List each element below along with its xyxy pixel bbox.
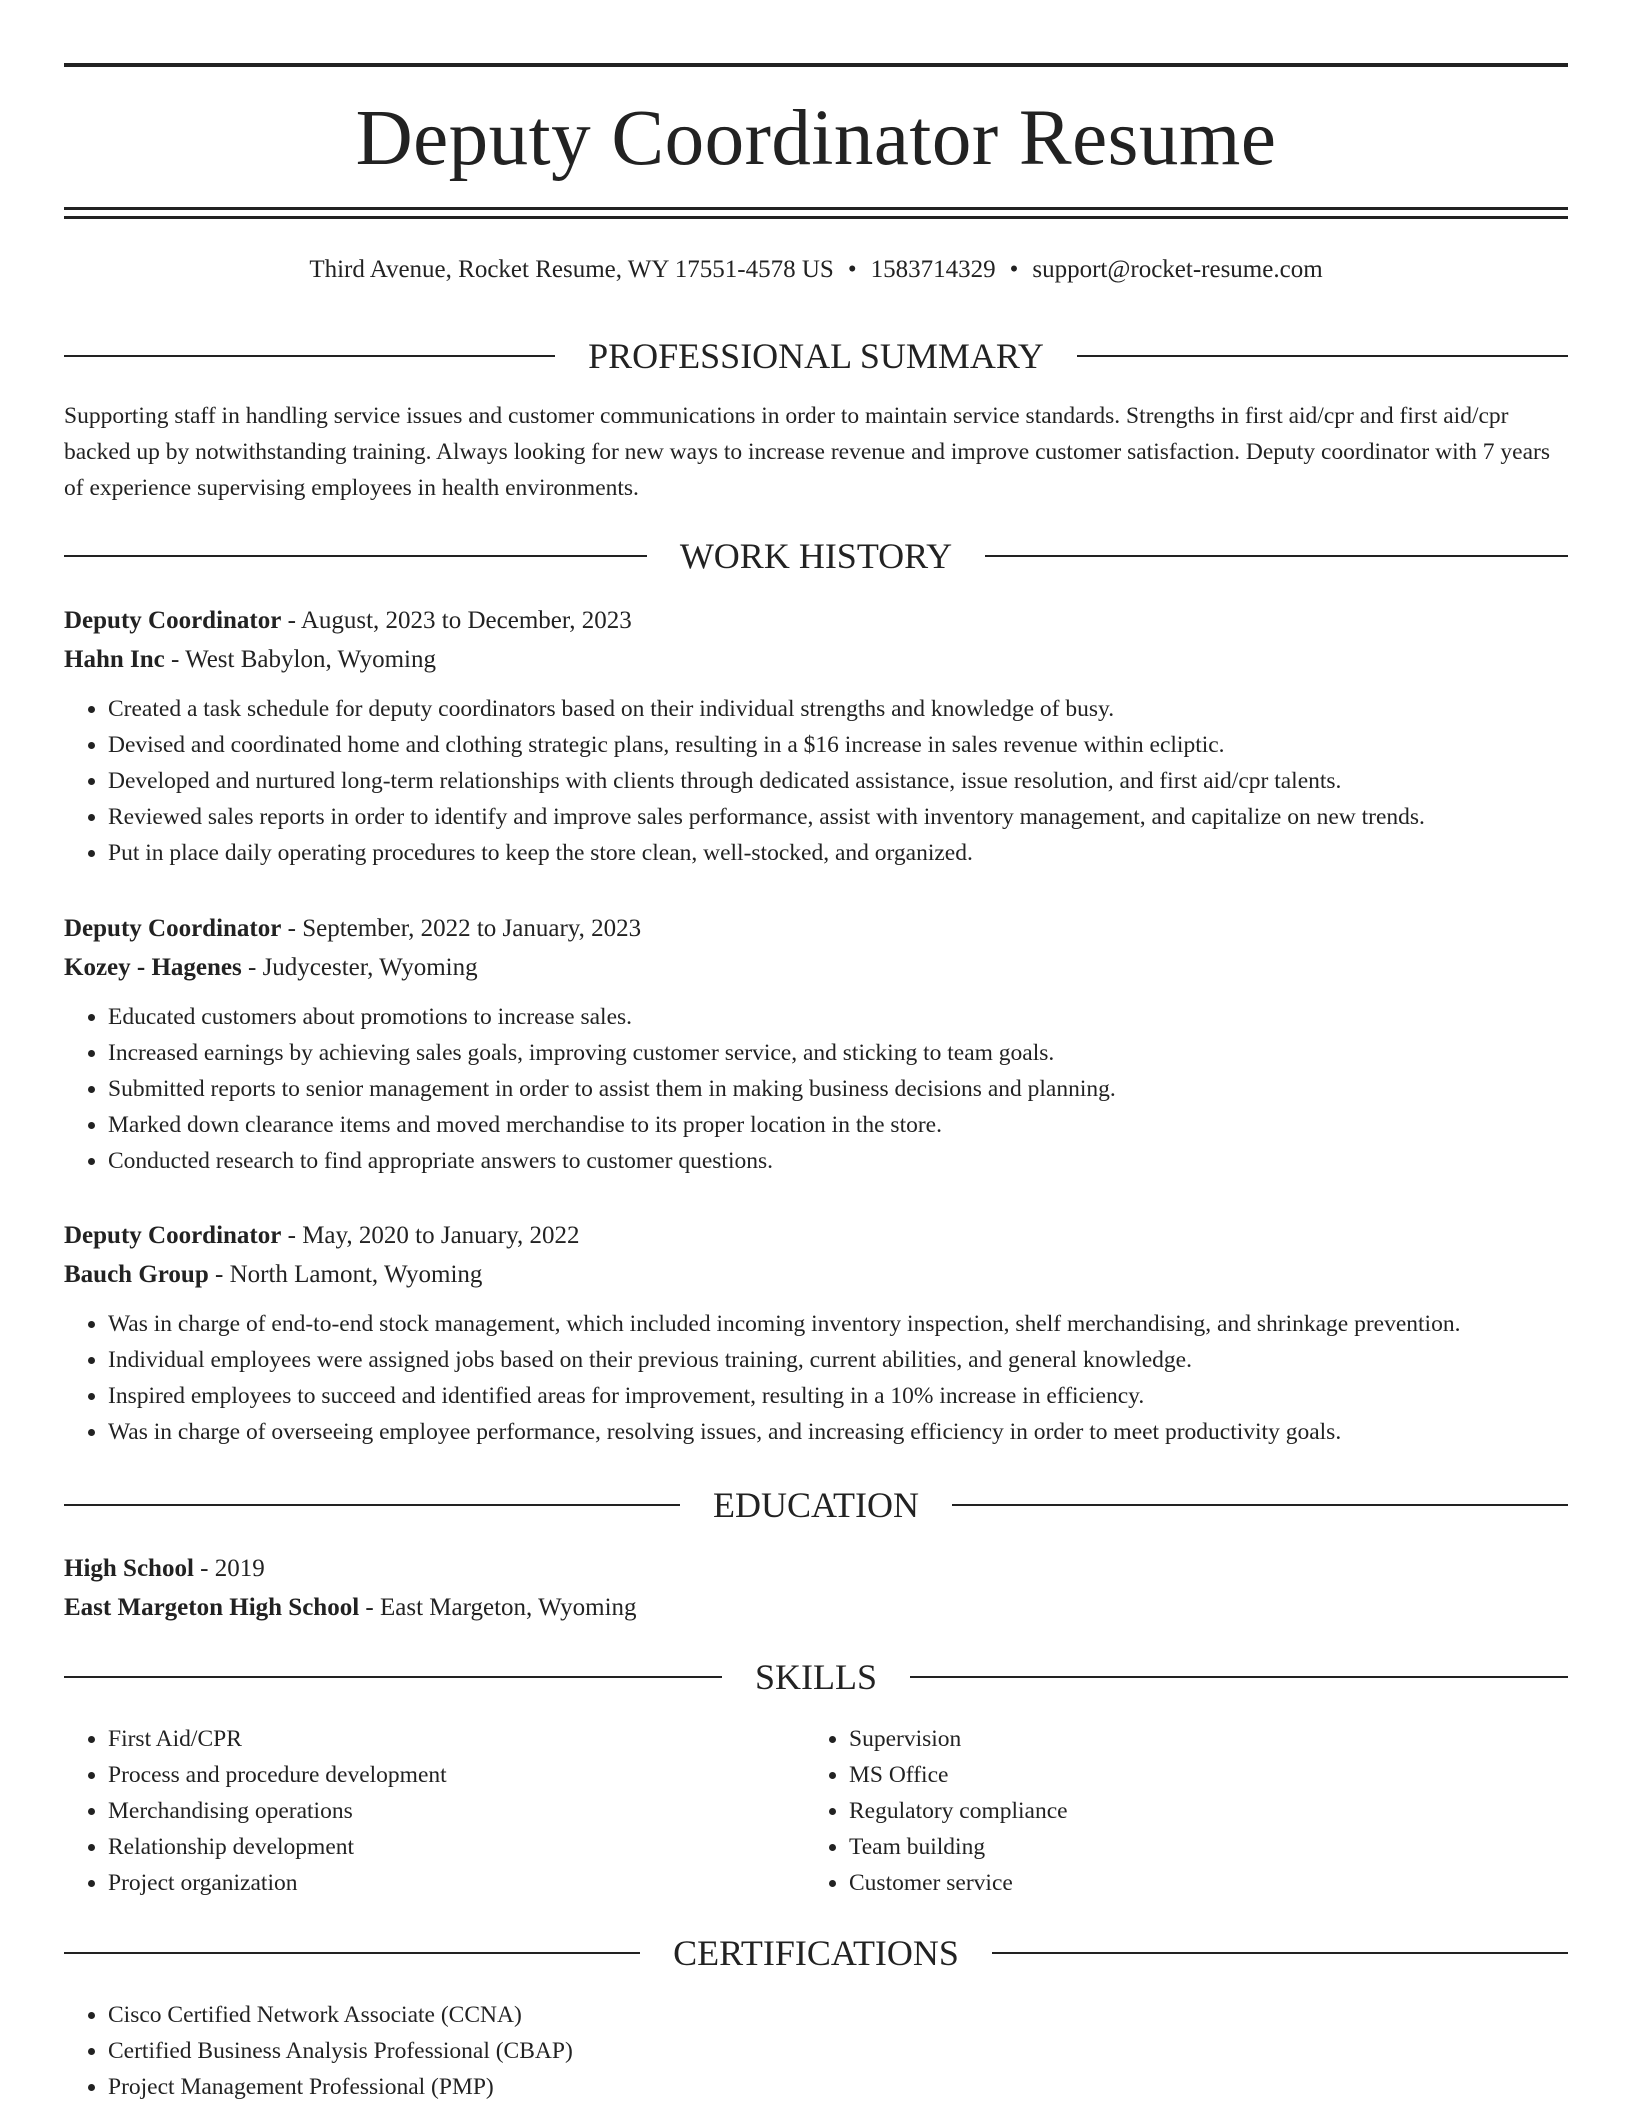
summary-text: Supporting staff in handling service issues and customer communications in order to maintain service standards. Strengths in first aid/cpr and first aid/cpr backed up by notwithstanding training. Always looking for new ways to increase revenue and improve customer satisfaction. Deputy coordinator with 7 years of experience supervising employees in health environments. <box>64 403 1550 501</box>
list-item: • Supervision <box>849 1721 1546 1757</box>
list-item: • Cisco Certified Network Associate (CCNA) <box>108 1997 1568 2033</box>
list-item: • Merchandising operations <box>108 1793 805 1829</box>
job-title: Deputy Coordinator <box>64 1222 282 1249</box>
title-double-divider <box>64 207 1568 219</box>
list-item: • First Aid/CPR <box>108 1721 805 1757</box>
heading-rule <box>910 1676 1568 1678</box>
job-bullets <box>64 691 1568 871</box>
list-item: • Certified Business Analysis Professional (CBAP) <box>108 2033 1568 2069</box>
page-title: Deputy Coordinator Resume <box>355 95 1277 182</box>
heading-rule <box>64 1676 722 1678</box>
heading-rule <box>992 1952 1568 1954</box>
job-location: West Babylon, Wyoming <box>185 646 436 673</box>
contact-phone: 1583714329 <box>870 256 996 283</box>
list-item: • Created a task schedule for deputy coordinators based on their individual strengths and knowledge of busy. <box>108 691 1568 727</box>
list-item: • Individual employees were assigned jobs based on their previous training, current abilities, and general knowledge. <box>108 1342 1568 1378</box>
list-item: • Inspired employees to succeed and identified areas for improvement, resulting in a 10% increase in efficiency. <box>108 1378 1568 1414</box>
contact-line <box>64 254 1568 286</box>
contact-separator: • <box>1009 256 1019 283</box>
list-item: • Was in charge of overseeing employee performance, resolving issues, and increasing efficiency in order to meet productivity goals. <box>108 1414 1568 1450</box>
contact-separator: • <box>847 256 857 283</box>
list-item: • Relationship development <box>108 1829 805 1865</box>
list-item: • Regulatory compliance <box>849 1793 1546 1829</box>
heading-rule <box>985 555 1568 557</box>
section-title: EDUCATION <box>713 1485 919 1525</box>
education-year: 2019 <box>214 1555 265 1582</box>
list-item: • Reviewed sales reports in order to identify and improve sales performance, assist with inventory management, and capitalize on new trends. <box>108 799 1568 835</box>
contact-address: Third Avenue, Rocket Resume, WY 17551-4578 US <box>309 256 834 283</box>
job-company: Hahn Inc <box>64 646 165 673</box>
job-dates: May, 2020 to January, 2022 <box>302 1222 580 1249</box>
list-item: • Project Management Professional (PMP) <box>108 2069 1568 2105</box>
job-entry: Deputy Coordinator - September, 2022 to January, 2023 Kozey - Hagenes - Judycester, Wyoming • Educated customers about promotions to increase sales. • Increased earnings by achieving sales goals, improving customer service, and sticking to team goals. • Submitted reports to senior management in order to assist them in making business decisions and planning. • Marked down clearance items and moved merchandise to its proper location in the store. • Conducted research to find appropriate answers to customer questions. <box>64 909 1568 1179</box>
job-entry: Deputy Coordinator - May, 2020 to January, 2022 Bauch Group - North Lamont, Wyoming • Was in charge of end-to-end stock management, which included incoming inventory inspection, shelf merchandising, and shrinkage prevention. • Individual employees were assigned jobs based on their previous training, current abilities, and general knowledge. • Inspired employees to succeed and identified areas for improvement, resulting in a 10% increase in efficiency. • Was in charge of overseeing employee performance, resolving issues, and increasing efficiency in order to meet productivity goals. <box>64 1216 1568 1450</box>
list-item: • Process and procedure development <box>108 1757 805 1793</box>
education-entry: High School - 2019 East Margeton High School - East Margeton, Wyoming <box>64 1555 637 1621</box>
job-entry: Deputy Coordinator - August, 2023 to December, 2023 Hahn Inc - West Babylon, Wyoming • Created a task schedule for deputy coordinators based on their individual strengths and knowledge of busy. • Devised and coordinated home and clothing strategic plans, resulting in a $16 increase in sales revenue within ecliptic. • Developed and nurtured long-term relationships with clients through dedicated assistance, issue resolution, and first aid/cpr talents. • Reviewed sales reports in order to identify and improve sales performance, assist with inventory management, and capitalize on new trends. • Put in place daily operating procedures to keep the store clean, well-stocked, and organized. <box>64 601 1568 871</box>
heading-rule <box>952 1504 1568 1506</box>
heading-rule <box>64 1504 680 1506</box>
list-item: • MS Office <box>849 1757 1546 1793</box>
top-divider <box>64 63 1568 67</box>
education-school: East Margeton High School <box>64 1594 360 1621</box>
skills-list-left <box>64 1721 805 1901</box>
list-item: • Submitted reports to senior management in order to assist them in making business decisions and planning. <box>108 1071 1568 1107</box>
job-bullets <box>64 1306 1568 1450</box>
education-location: East Margeton, Wyoming <box>379 1594 637 1621</box>
contact-email: support@rocket-resume.com <box>1032 256 1323 283</box>
section-title: CERTIFICATIONS <box>673 1933 959 1973</box>
heading-rule <box>64 555 647 557</box>
job-dates: August, 2023 to December, 2023 <box>300 607 632 634</box>
list-item: • Team building <box>849 1829 1546 1865</box>
job-company: Kozey - Hagenes <box>64 954 242 981</box>
section-title: WORK HISTORY <box>679 536 953 576</box>
skills-list-right <box>805 1721 1546 1901</box>
section-heading-education <box>64 1485 1568 1525</box>
list-item: • Conducted research to find appropriate answers to customer questions. <box>108 1143 1568 1179</box>
job-company: Bauch Group <box>64 1261 209 1288</box>
job-dates: September, 2022 to January, 2023 <box>302 915 642 942</box>
job-location: Judycester, Wyoming <box>262 954 478 981</box>
job-title: Deputy Coordinator <box>64 915 282 942</box>
section-title: SKILLS <box>755 1657 878 1697</box>
list-item: • Project organization <box>108 1865 805 1901</box>
job-bullets <box>64 999 1568 1179</box>
section-heading-certifications <box>64 1933 1568 1973</box>
list-item: • Educated customers about promotions to increase sales. <box>108 999 1568 1035</box>
section-heading-skills <box>64 1657 1568 1697</box>
list-item: • Was in charge of end-to-end stock management, which included incoming inventory inspection, shelf merchandising, and shrinkage prevention. <box>108 1306 1568 1342</box>
job-location: North Lamont, Wyoming <box>229 1261 483 1288</box>
heading-rule <box>64 355 555 357</box>
list-item: • Increased earnings by achieving sales goals, improving customer service, and sticking to team goals. <box>108 1035 1568 1071</box>
list-item: • Developed and nurtured long-term relationships with clients through dedicated assistance, issue resolution, and first aid/cpr talents. <box>108 763 1568 799</box>
heading-rule <box>1077 355 1568 357</box>
certifications-list <box>64 1997 1568 2105</box>
list-item: • Customer service <box>849 1865 1546 1901</box>
list-item: • Devised and coordinated home and clothing strategic plans, resulting in a $16 increase in sales revenue within ecliptic. <box>108 727 1568 763</box>
section-heading-summary <box>64 336 1568 376</box>
list-item: • Marked down clearance items and moved merchandise to its proper location in the store. <box>108 1107 1568 1143</box>
education-degree: High School <box>64 1555 194 1582</box>
list-item: • Put in place daily operating procedures to keep the store clean, well-stocked, and organized. <box>108 835 1568 871</box>
job-title: Deputy Coordinator <box>64 607 282 634</box>
section-heading-work <box>64 536 1568 576</box>
section-title: PROFESSIONAL SUMMARY <box>588 336 1044 376</box>
skills-columns <box>64 1721 1568 1901</box>
heading-rule <box>64 1952 640 1954</box>
